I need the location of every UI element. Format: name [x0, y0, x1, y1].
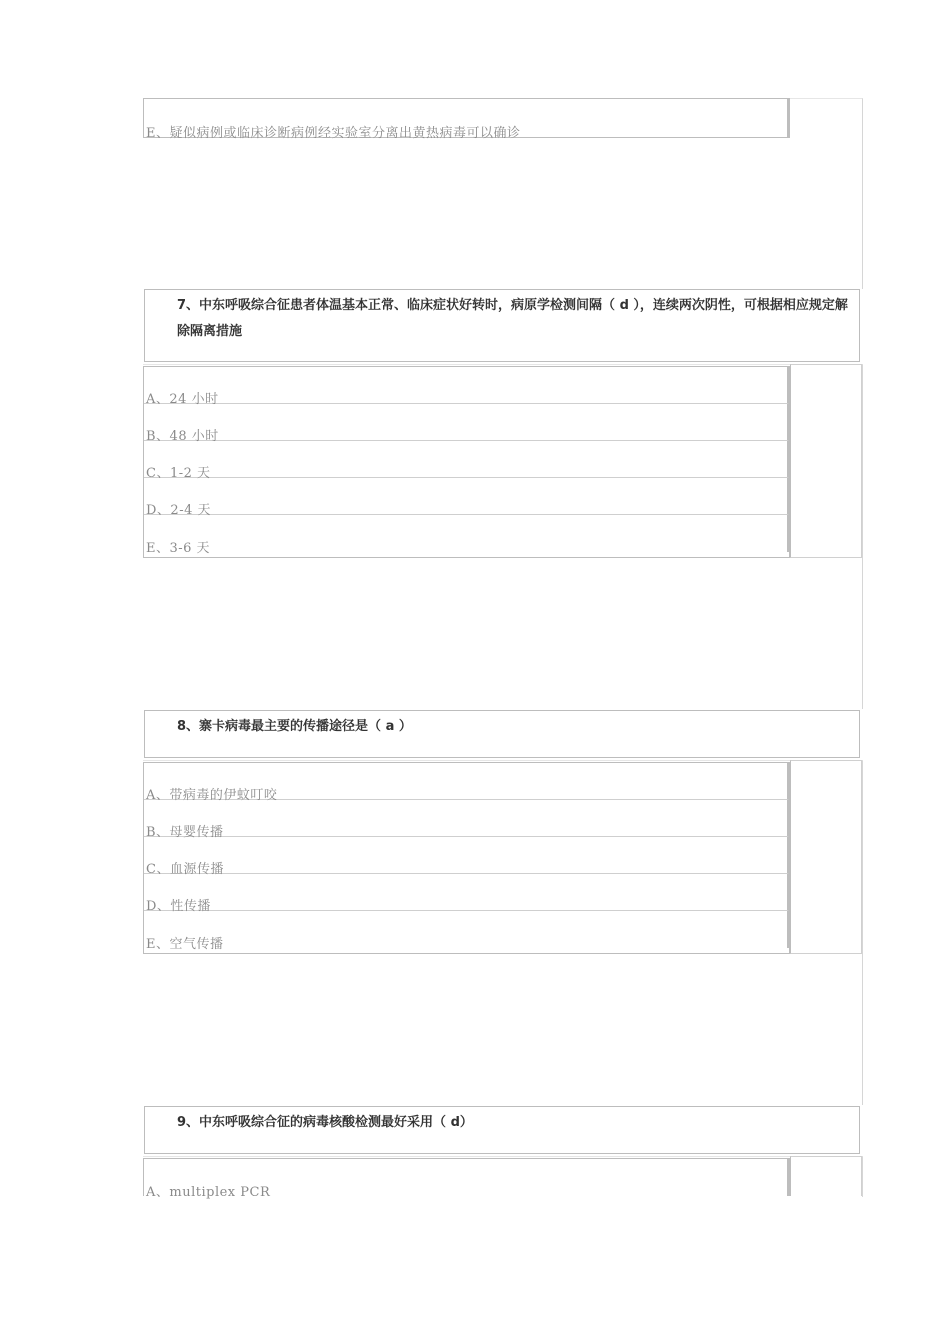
question-9-text: 9、中东呼吸综合征的病毒核酸检测最好采用（ d） — [177, 1115, 473, 1130]
option-b-text: B、48 小时 — [146, 429, 219, 444]
question-7-text: 7、中东呼吸综合征患者体温基本正常、临床症状好转时，病原学检测间隔（ d ），连续两次阴性，可根据相应规定解除隔离措施 — [177, 298, 848, 339]
option-b-text: B、母婴传播 — [146, 825, 224, 840]
option-row — [144, 515, 789, 556]
option-row — [144, 99, 789, 141]
option-c-text: C、血源传播 — [146, 862, 224, 877]
question-7-right-cell — [790, 364, 862, 558]
question-9-box — [144, 1106, 860, 1154]
question-7-box — [144, 289, 860, 362]
option-c-text: C、1-2 天 — [146, 466, 211, 481]
question-8-text: 8、寨卡病毒最主要的传播途径是（ a ） — [177, 719, 412, 734]
option-d-text: D、2-4 天 — [146, 503, 211, 518]
question-8-right-cell — [790, 760, 862, 954]
option-row — [144, 800, 789, 840]
option-e-text: E、3-6 天 — [146, 541, 211, 556]
question-6-options — [143, 98, 790, 141]
option-row — [144, 874, 789, 914]
question-8-box — [144, 710, 860, 758]
option-d-text: D、性传播 — [146, 899, 211, 914]
option-row — [144, 911, 789, 952]
option-a-text: A、24 小时 — [146, 392, 219, 407]
option-a-text: A、multiplex PCR — [146, 1185, 271, 1200]
option-row — [144, 837, 789, 877]
option-row — [144, 404, 789, 444]
option-a-text: A、带病毒的伊蚊叮咬 — [146, 788, 278, 803]
question-8-options — [143, 762, 790, 954]
option-row — [144, 367, 789, 407]
option-e-text: E、空气传播 — [146, 937, 224, 952]
option-row — [144, 441, 789, 481]
question-9-right-cell — [790, 1156, 862, 1196]
option-row — [144, 763, 789, 803]
question-9-options — [143, 1158, 790, 1200]
option-row — [144, 478, 789, 518]
option-row — [144, 1159, 789, 1200]
option-e-text: E、疑似病例或临床诊断病例经实验室分离出黄热病毒可以确诊 — [146, 126, 521, 141]
question-7-options — [143, 366, 790, 558]
